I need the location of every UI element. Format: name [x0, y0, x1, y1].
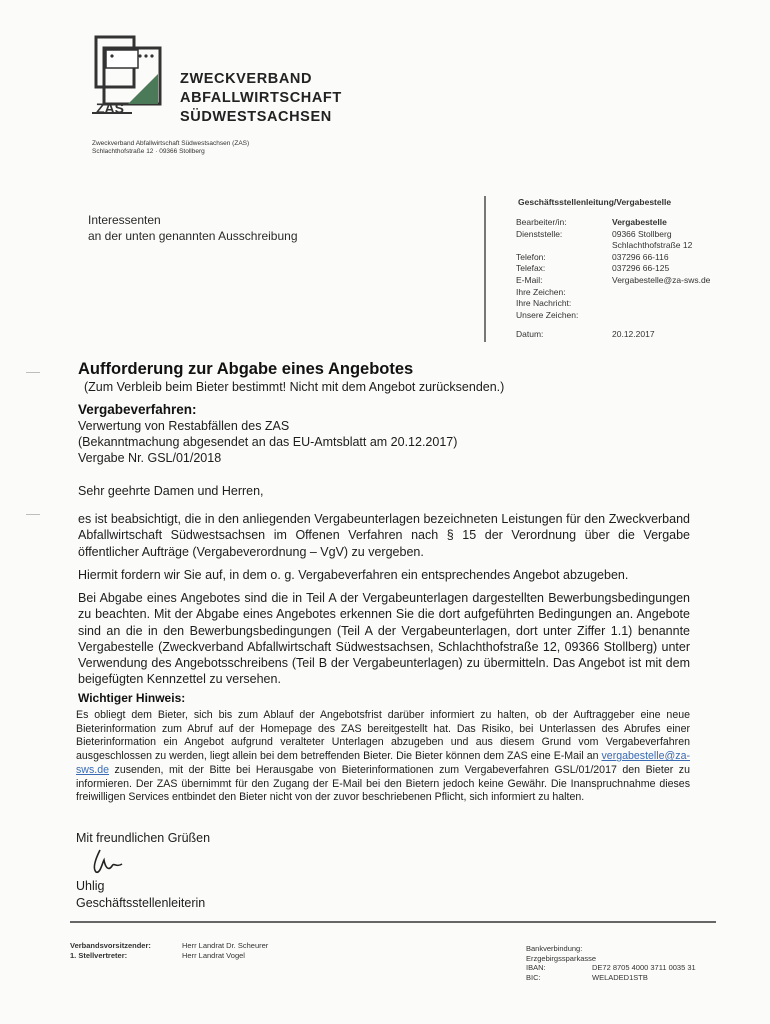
info-row-office [516, 229, 710, 241]
info-label: Ihre Zeichen: [516, 286, 566, 297]
sender-line-1: Zweckverband Abfallwirtschaft Südwestsachsen (ZAS) [92, 140, 250, 147]
sender-line-2: Schlachthofstraße 12 · 09366 Stollberg [92, 148, 205, 155]
bic-value: WELADED1STB [592, 972, 648, 982]
procedure-line-3: Vergabe Nr. GSL/01/2018 [78, 451, 222, 465]
info-label: Telefax: [516, 263, 546, 274]
procedure-heading: Vergabeverfahren: [78, 402, 197, 417]
procedure-details [78, 418, 457, 466]
info-value: 09366 Stollberg [612, 228, 672, 239]
bank-name: Erzgebirgssparkasse [526, 953, 597, 963]
org-line-2: ABFALLWIRTSCHAFT [180, 90, 342, 106]
bic-label: BIC: [526, 972, 541, 982]
org-line-3: SÜDWESTSACHSEN [180, 109, 332, 125]
email-link[interactable]: vergabestelle@za-sws.de [76, 750, 690, 776]
margin-mark [26, 514, 40, 515]
info-value: Schlachthofstraße 12 [612, 240, 693, 251]
board-label-1: Verbandsvorsitzender: [70, 941, 151, 950]
info-value: Vergabestelle [612, 217, 667, 227]
important-note-heading: Wichtiger Hinweis: [78, 691, 186, 705]
info-row-our-ref [516, 310, 710, 322]
logo-text: ZAS [96, 100, 124, 116]
info-value: Vergabestelle@za-sws.de [612, 274, 711, 285]
signature-graphic [88, 846, 148, 878]
bic-row [526, 973, 696, 983]
recipient-line-2: an der unten genannten Ausschreibung [88, 229, 298, 243]
letter-subtitle: (Zum Verbleib beim Bieter bestimmt! Nicht mit dem Angebot zurücksenden.) [84, 380, 505, 394]
important-note-text [76, 709, 690, 805]
recipient-block [88, 212, 298, 244]
info-row-contact [516, 217, 710, 229]
footer-divider [70, 921, 716, 923]
info-row-fax [516, 263, 710, 275]
date-row [516, 329, 655, 339]
recipient-line-1: Interessenten [88, 213, 161, 227]
date-label: Datum: [516, 329, 544, 339]
footer-board-labels [70, 941, 151, 960]
info-row-phone [516, 252, 710, 264]
info-row-your-message [516, 298, 710, 310]
info-label: Bearbeiter/in: [516, 217, 567, 227]
info-row-email [516, 275, 710, 287]
iban-row [526, 963, 696, 973]
footer-bank [526, 944, 696, 982]
note-text-before-link: Es obliegt dem Bieter, sich bis zum Ablauf der Angebotsfrist darüber informiert zu halten, ob der Auftraggeber eine neue Bieterinformation zum Abruf auf der Homepage des ZAS bereitgestellt hat. Das Risiko, bei Unterlassen des Abrufes einer Bieterinformation ein Angebot aufgrund veralteter Unterlagen abzugeben und aus diesem Grund vom Vergabeverfahren ausgeschlossen zu werden, liegt allein bei dem betreffenden Bieter. Die Bieter können dem ZAS eine E-Mail an [76, 709, 690, 763]
iban-value: DE72 8705 4000 3711 0035 31 [592, 963, 696, 972]
organization-name [180, 70, 342, 127]
info-label: Unsere Zeichen: [516, 309, 579, 320]
info-divider [484, 196, 486, 342]
bank-heading: Bankverbindung: [526, 944, 583, 953]
note-text-after-link: zusenden, mit der Bitte bei Herausgabe von Bieterinformationen zum Vergabeverfahren GSL/01/2017 den Bieter zu informieren. Der ZAS übernimmt für den Zugang der E-Mail bei den Bietern jedoch keine Gewähr. Die Inanspruchnahme dieses freiwilligen Services entbindet den Bieter nicht von der zuvor beschriebenen Pflicht, sich informiert zu halten. [76, 763, 690, 804]
info-value: 037296 66-116 [612, 251, 669, 262]
info-label: E-Mail: [516, 274, 543, 285]
board-label-2: 1. Stellvertreter: [70, 950, 128, 960]
letter-title: Aufforderung zur Abgabe eines Angebotes [78, 360, 414, 378]
office-heading: Geschäftsstellenleitung/Vergabestelle [518, 197, 672, 207]
paragraph-intro: es ist beabsichtigt, die in den anliegenden Vergabeunterlagen bezeichneten Leistungen für den Zweckverband Abfallwirtschaft Südwestsachsen im Offenen Verfahren nach § 15 der Verordnung über die Vergabe öffentlicher Aufträge (Vergabeverordnung – VgV) zu vergeben. [78, 512, 690, 559]
margin-mark [26, 372, 40, 373]
info-value: 037296 66-125 [612, 263, 670, 274]
procedure-line-2: (Bekanntmachung abgesendet an das EU-Amtsblatt am 20.12.2017) [78, 435, 458, 449]
signer-name: Uhlig [76, 879, 105, 893]
board-value-2: Herr Landrat Vogel [182, 950, 245, 960]
footer-board-values [182, 941, 268, 960]
date-value: 20.12.2017 [612, 329, 655, 339]
info-row-your-ref [516, 287, 710, 299]
info-label [516, 240, 612, 252]
info-row-street [516, 240, 710, 252]
paragraph-request: Hiermit fordern wir Sie auf, in dem o. g. Vergabeverfahren ein entsprechendes Angebot abzugeben. [78, 568, 629, 582]
org-line-1: ZWECKVERBAND [180, 71, 313, 87]
paragraph-conditions: Bei Abgabe eines Angebotes sind die in Teil A der Vergabeunterlagen dargestellten Bewerbungsbedingungen zu beachten. Mit der Abgabe eines Angebotes erkennen Sie die dort aufgeführten Bedingungen an. Angebote sind an die in den Bewerbungsbedingungen (Teil A der Vergabeunterlagen, dort unter Ziffer 1.1) benannte Vergabestelle (Zweckverband Abfallwirtschaft Südwestsachsen, Schlachthofstraße 12, 09366 Stollberg) unter Verwendung des Angebotsschreibens (Teil B der Vergabeunterlagen) zu übermitteln. Das Angebot ist mit dem beigefügten Kennzettel zu versehen. [78, 591, 690, 687]
sender-address [92, 140, 249, 156]
info-label: Dienststelle: [516, 228, 563, 239]
board-value-1: Herr Landrat Dr. Scheurer [182, 941, 269, 950]
info-label: Telefon: [516, 251, 546, 262]
procedure-line-1: Verwertung von Restabfällen des ZAS [78, 419, 290, 433]
contact-info [516, 217, 710, 321]
signer-role: Geschäftsstellenleiterin [76, 896, 206, 910]
iban-label: IBAN: [526, 963, 546, 972]
salutation: Sehr geehrte Damen und Herren, [78, 484, 264, 498]
info-label: Ihre Nachricht: [516, 298, 572, 309]
closing: Mit freundlichen Grüßen [76, 831, 211, 845]
signer-block [76, 878, 205, 912]
